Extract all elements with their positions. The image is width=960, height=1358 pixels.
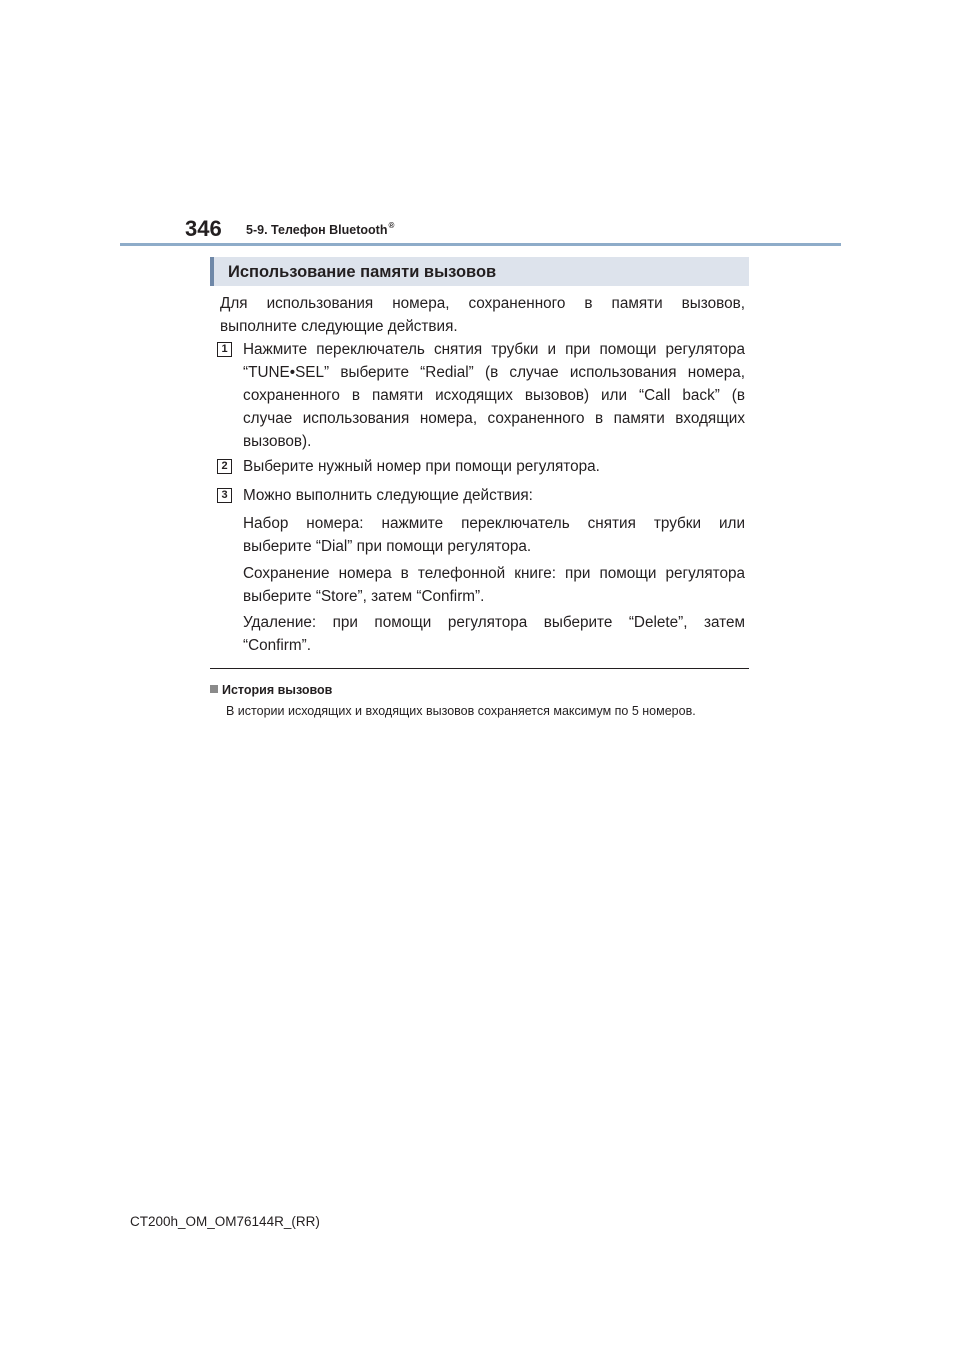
- step-line: случае использования номера, сохраненного в памяти входящих: [243, 410, 745, 427]
- step-number-badge: 3: [217, 488, 232, 503]
- action-line: выберите “Store”, затем “Confirm”.: [243, 588, 485, 605]
- square-bullet-icon: [210, 685, 218, 693]
- step-text: [243, 338, 745, 453]
- action-item: [243, 611, 745, 657]
- intro-line: Для использования номера, сохраненного в памяти вызовов,: [220, 295, 745, 312]
- action-line: “Confirm”.: [243, 637, 311, 654]
- section-heading-text: Использование памяти вызовов: [228, 263, 497, 281]
- action-item: [243, 512, 745, 558]
- step-number-badge: 1: [217, 342, 232, 357]
- step-line: вызовов).: [243, 433, 312, 450]
- step-line: Выберите нужный номер при помощи регулятора.: [243, 458, 600, 475]
- step-line: сохраненного в памяти исходящих вызовов) или “Call back” (в: [243, 387, 745, 404]
- action-line: выберите “Dial” при помощи регулятора.: [243, 538, 532, 555]
- registered-mark: ®: [388, 221, 395, 230]
- step-line: Можно выполнить следующие действия:: [243, 487, 533, 504]
- action-line: Сохранение номера в телефонной книге: при помощи регулятора: [243, 565, 745, 582]
- section-title: [246, 222, 394, 238]
- action-line: Набор номера: нажмите переключатель снятия трубки или: [243, 515, 745, 532]
- step-text: [243, 484, 745, 507]
- header-rule: [120, 243, 841, 246]
- intro-line: выполните следующие действия.: [220, 318, 458, 335]
- note-title: [210, 682, 332, 698]
- footer-code: CT200h_OM_OM76144R_(RR): [130, 1214, 320, 1229]
- page-number: 346: [185, 216, 222, 241]
- step-line: “TUNE•SEL” выберите “Redial” (в случае использования номера,: [243, 364, 745, 381]
- action-item: [243, 562, 745, 608]
- note-text: В истории исходящих и входящих вызовов сохраняется максимум по 5 номеров.: [226, 704, 696, 718]
- intro-paragraph: [220, 292, 745, 338]
- section-heading: [210, 257, 749, 286]
- step-number-badge: 2: [217, 459, 232, 474]
- divider: [210, 668, 749, 669]
- action-line: Удаление: при помощи регулятора выберите “Delete”, затем: [243, 614, 745, 631]
- note-title-text: История вызовов: [222, 683, 333, 697]
- section-title-text: 5-9. Телефон Bluetooth: [246, 223, 388, 237]
- step-line: Нажмите переключатель снятия трубки и при помощи регулятора: [243, 341, 745, 358]
- step-text: [243, 455, 745, 478]
